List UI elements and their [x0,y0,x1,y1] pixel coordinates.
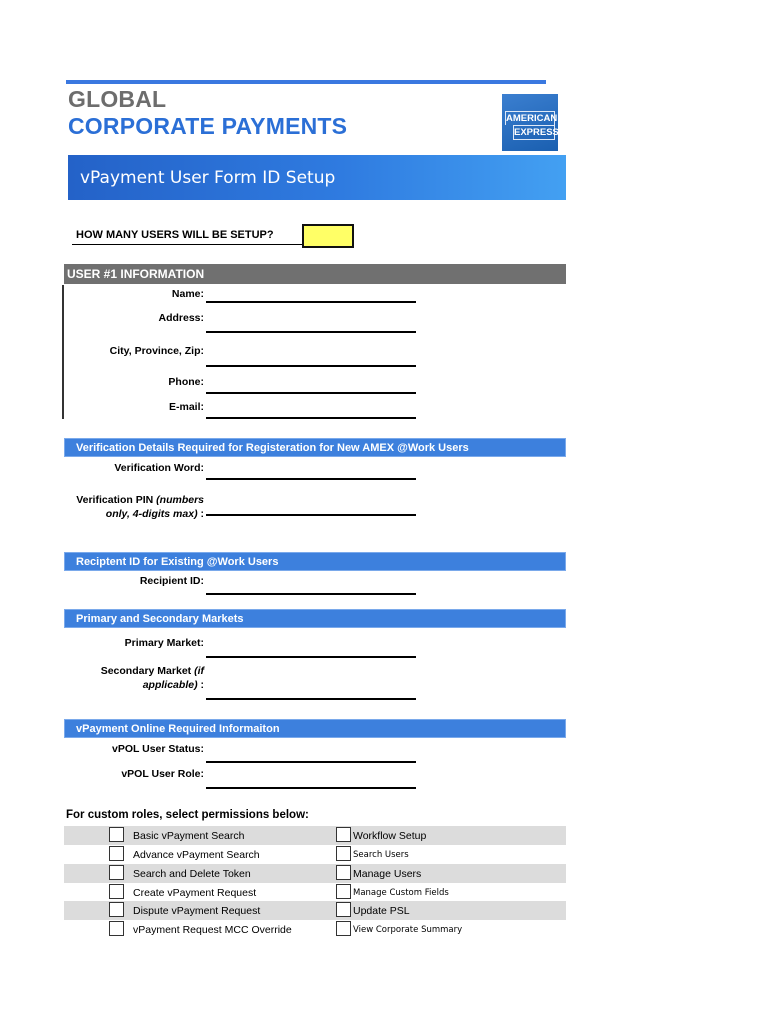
checkbox-search-delete-token[interactable] [109,865,124,880]
pin-label-colon: : [197,508,204,520]
secondary-label-main: Secondary Market [100,665,195,677]
markets-heading-text: Primary and Secondary Markets [76,613,244,625]
logo-text-express: EXPRESS [514,127,559,138]
users-count-input[interactable] [302,224,354,248]
perm-label-dispute-vpayment-request: Dispute vPayment Request [133,905,261,917]
secondary-market-label-line1 [4,665,204,677]
verification-word-label: Verification Word: [114,462,204,474]
checkbox-view-corporate-summary[interactable] [336,921,351,936]
verification-pin-label-line2 [4,508,204,520]
checkbox-workflow-setup[interactable] [336,827,351,842]
city-province-zip-field[interactable] [206,365,416,367]
vpol-heading [64,719,566,738]
verification-heading-text: Verification Details Required for Registeration for New AMEX @Work Users [76,442,469,454]
perm-label-workflow-setup: Workflow Setup [353,830,427,842]
recipient-id-label: Recipient ID: [139,575,204,587]
user-info-heading [64,264,566,284]
perm-label-update-psl: Update PSL [353,905,410,917]
perm-label-search-delete-token: Search and Delete Token [133,868,251,880]
perm-label-manage-custom-fields: Manage Custom Fields [353,888,449,898]
secondary-market-label-line2 [4,679,204,691]
pin-label-note-2: only, 4-digits max) [105,508,198,520]
perm-label-view-corporate-summary: View Corporate Summary [353,925,463,935]
name-label: Name: [171,288,204,300]
vpol-role-label: vPOL User Role: [121,768,204,780]
address-label: Address: [158,312,204,324]
user-info-heading-text: USER #1 INFORMATION [67,267,205,281]
checkbox-update-psl[interactable] [336,902,351,917]
recipient-heading-text: Reciptent ID for Existing @Work Users [76,556,279,568]
verification-heading [64,438,566,457]
primary-market-field[interactable] [206,656,416,658]
secondary-label-colon: : [197,679,204,691]
checkbox-manage-users[interactable] [336,865,351,880]
vpol-status-label: vPOL User Status: [111,743,204,755]
perm-label-mcc-override: vPayment Request MCC Override [133,924,292,936]
checkbox-dispute-vpayment-request[interactable] [109,902,124,917]
verification-word-field[interactable] [206,478,416,480]
title-global: GLOBAL [68,86,167,112]
verification-pin-field[interactable] [206,514,416,516]
logo-text-american: AMERICAN [506,113,558,124]
checkbox-search-users[interactable] [336,846,351,861]
address-field[interactable] [206,331,416,333]
verification-pin-label-line1 [4,494,204,506]
checkbox-create-vpayment-request[interactable] [109,884,124,899]
phone-field[interactable] [206,392,416,394]
markets-heading [64,609,566,628]
checkbox-advance-vpayment-search[interactable] [109,846,124,861]
secondary-label-note-2: applicable) [142,679,198,691]
vpol-role-field[interactable] [206,787,416,789]
perm-label-search-users: Search Users [353,850,409,860]
secondary-market-field[interactable] [206,698,416,700]
checkbox-mcc-override[interactable] [109,921,124,936]
form-title-banner [68,155,566,200]
users-count-label: HOW MANY USERS WILL BE SETUP? [76,229,274,241]
amex-logo-icon [502,94,558,151]
pin-label-note: (numbers [156,494,204,506]
recipient-id-field[interactable] [206,593,416,595]
perm-label-create-vpayment-request: Create vPayment Request [133,887,257,899]
phone-label: Phone: [168,376,204,388]
secondary-label-note: (if [194,665,204,677]
vpol-status-field[interactable] [206,761,416,763]
pin-label-main: Verification PIN [76,494,157,506]
city-province-zip-label: City, Province, Zip: [109,345,204,357]
recipient-heading [64,552,566,571]
checkbox-manage-custom-fields[interactable] [336,884,351,899]
vpol-heading-text: vPayment Online Required Informaiton [76,723,280,735]
email-label: E-mail: [168,401,204,413]
name-field[interactable] [206,301,416,303]
email-field[interactable] [206,417,416,419]
title-corporate-payments: CORPORATE PAYMENTS [68,113,348,139]
header-rule [66,80,546,84]
permissions-title: For custom roles, select permissions below: [66,809,309,821]
perm-label-manage-users: Manage Users [353,868,422,880]
perm-label-basic-vpayment-search: Basic vPayment Search [133,830,245,842]
checkbox-basic-vpayment-search[interactable] [109,827,124,842]
primary-market-label: Primary Market: [124,637,204,649]
users-count-underline [72,244,307,245]
form-title: vPayment User Form ID Setup [80,168,336,188]
perm-label-advance-vpayment-search: Advance vPayment Search [133,849,260,861]
